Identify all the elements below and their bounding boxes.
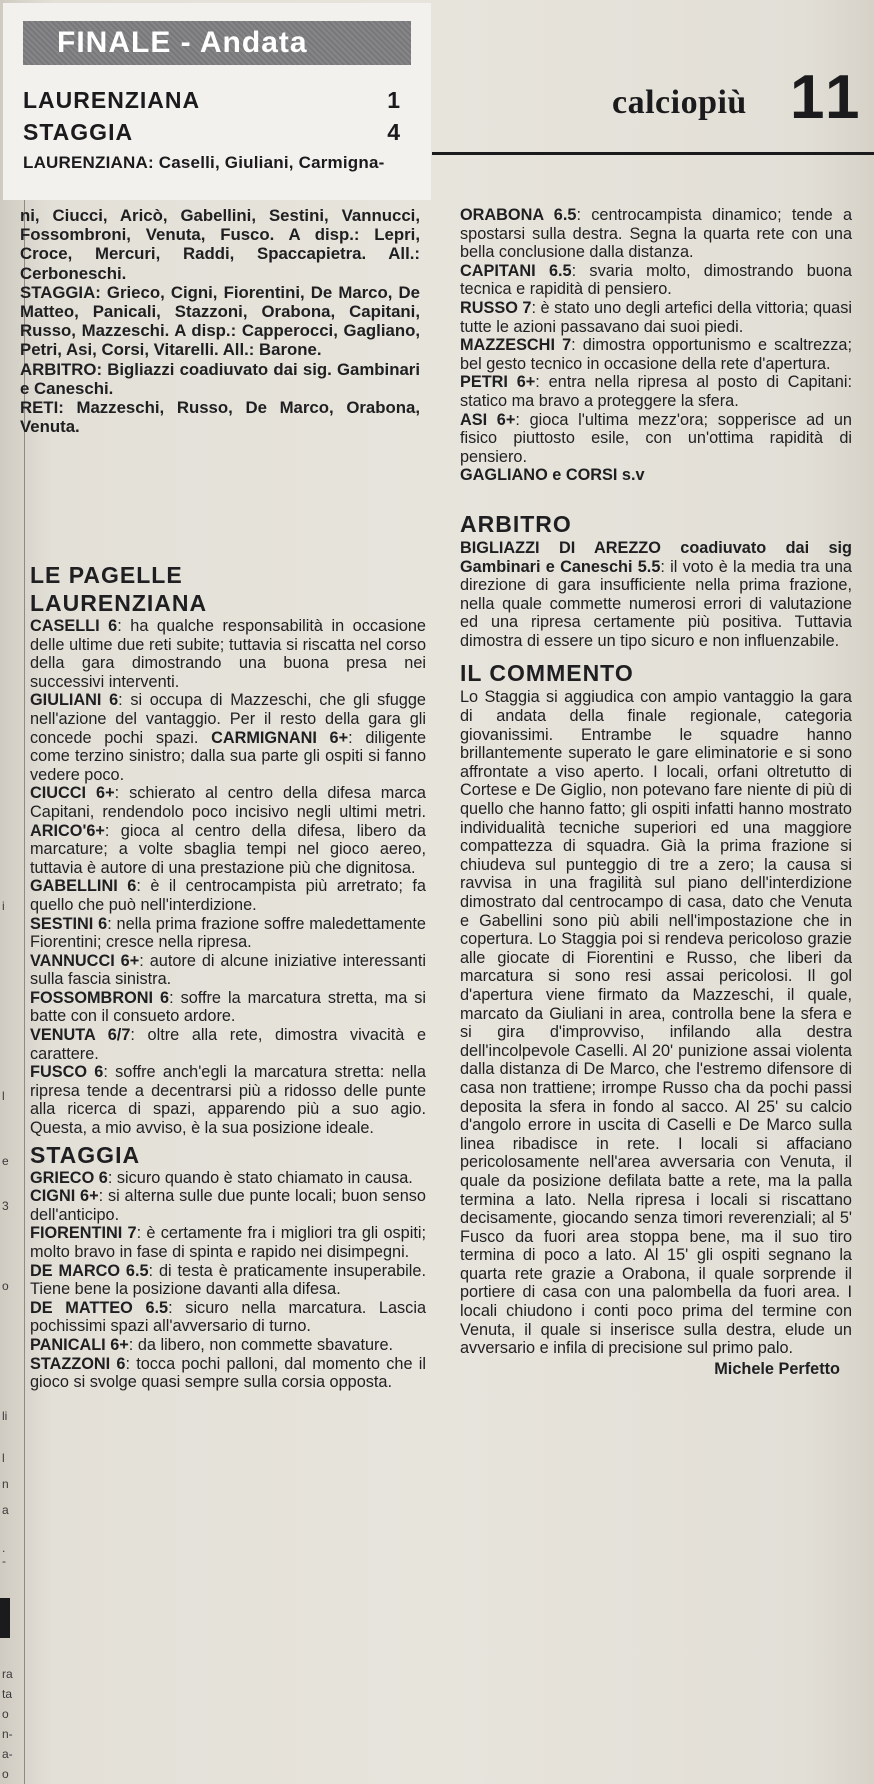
rating-item: VANNUCCI 6+: autore di alcune iniziative interessanti sulla fascia sinistra. xyxy=(30,951,426,989)
arbitro-text: BIGLIAZZI DI AREZZO coadiuvato dai sig Gambinari e Caneschi 5.5: il voto è la media tra una direzione di gara insufficiente nella prima frazione, nella quale commette numerosi errori di valutazione ed una ripresa certamente più positiva. Tuttavia dimostra di essere un tipo sicuro e non influenzabile. xyxy=(460,538,852,650)
score-row-team2 xyxy=(23,119,401,146)
gutter-fragment: i xyxy=(2,899,5,913)
commento-text: Lo Staggia si aggiudica con ampio vantaggio la gara di andata della finale regionale, categoria giovanissimi. Entrambe le squadre hanno brillantemente superato le gare eliminatorie e si sono affrontate a viso aperto. I locali, orfani oltretutto di Cortese e De Giglio, non potevano fare niente di più di quello che hanno fatto; gli ospiti infatti hanno mostrato individualità tecniche superiori ed una maggiore compattezza di squadra. Già la prima frazione si chiudeva sul punteggio di tre a zero; la causa si ravvisa in una fragilità sul piano dell'interdizione dimostrato dal centrocampo di casa, dato che Venuta e Gabellini sono più abili nell'impostazione che in copertura. Lo Staggia poi si rendeva pericoloso grazie alle giocate di Fiorentini e Russo, che liberi da marcatura si sono resi assai pericolosi. Il gol d'apertura viene firmato da Mazzeschi, il quale, marcato da Giuliani in area, controlla bene la sfera e si gira d'improvviso, infilando alla destra dell'incolpevole Caselli. Al 20' punizione assai violenta dalla distanza di De Marco, che l'estremo difensore di casa non trattiene; irrompe Russo cha da pochi passi deposita la sfera in fondo al sacco. Al 25' su calcio d'angolo errore in uscita di Caselli e De Marco sulla linea ribadisce in rete. I locali si affaciano pericolosamente nell'area avversaria con Venuta, il quale da posizione defilata batte a rete, ma la palla termina a lato. Nella ripresa i locali si riscattano decisamente, giocando senza timori reverenziali; al 5' Fusco da fuori area stoppa bene, ma il suo tiro termina di poco a lato. Al 15' gli ospiti segnano la quarta rete grazie a Orabona, il quale sorprende il portiere di casa con una palombella da fuori area. I locali chiudono i conti poco prima del termine con Venuta, il quale si inserisce sulla destra, elude un avversario e infila di precisione sul primo palo. xyxy=(460,688,852,1358)
gutter-fragment: a xyxy=(2,1503,9,1517)
rating-item: PETRI 6+: entra nella ripresa al posto di Capitani: statico ma bravo a proteggere la sfera. xyxy=(460,373,852,410)
team2-name: STAGGIA xyxy=(23,119,134,145)
commento-heading: IL COMMENTO xyxy=(460,660,634,687)
lineup-staggia: STAGGIA: Grieco, Cigni, Fiorentini, De Marco, De Matteo, Panicali, Stazzoni, Orabona, Capitani, Russo, Mazzeschi. A disp.: Capperocci, Gagliano, Petri, Asi, Corsi, Vitarelli. All.: Barone. xyxy=(20,282,420,360)
masthead-rule xyxy=(432,152,874,155)
left-gutter-fragments xyxy=(0,200,22,1784)
pagelle-heading: LE PAGELLE xyxy=(30,562,183,588)
column-rule xyxy=(24,200,25,1784)
rating-item: VENUTA 6/7: oltre alla rete, dimostra vivacità e carattere. xyxy=(30,1026,426,1063)
gutter-fragment: a- xyxy=(2,1747,13,1761)
pagelle-column xyxy=(30,562,426,1392)
rating-item: PANICALI 6+: da libero, non commette sbavature. xyxy=(30,1335,394,1354)
finale-banner: FINALE - Andata xyxy=(23,21,411,65)
right-column xyxy=(460,206,852,1378)
rating-item: STAZZONI 6: tocca pochi palloni, dal momento che il gioco si svolge quasi sempre sulla corsia opposta. xyxy=(30,1354,426,1392)
team1-name: LAURENZIANA xyxy=(23,87,201,113)
rating-item: FUSCO 6: soffre anch'egli la marcatura stretta: nella ripresa tende a decentrarsi più a ridosso delle punte alla ricerca di spazi, apparendo più a suo agio. Questa, a mio avviso, è la sua posizione ideale. xyxy=(30,1063,426,1138)
team1-score: 1 xyxy=(387,87,401,113)
rating-item: FOSSOMBRONI 6: soffre la marcatura stretta, ma si batte con il consueto ardore. xyxy=(30,988,426,1026)
rating-item: ASI 6+: gioca l'ultima mezz'ora; sopperisce ad un fisico piuttosto esile, con un'ottima rapidità di pensiero. xyxy=(460,410,852,466)
gutter-fragment: li xyxy=(2,1409,8,1423)
rating-item: DE MARCO 6.5: di testa è praticamente insuperabile. Tiene bene la posizione davanti alla difesa. xyxy=(30,1261,426,1299)
rating-item: DE MATTEO 6.5: sicuro nella marcatura. Lascia pochissimi spazi all'avversario di turno. xyxy=(30,1298,426,1336)
gutter-fragment: l xyxy=(2,1089,5,1103)
team2-score: 4 xyxy=(387,119,401,145)
gutter-fragment: l xyxy=(2,1451,5,1465)
lineup-laurenziana: ni, Ciucci, Aricò, Gabellini, Sestini, Vannucci, Fossombroni, Venuta, Fusco. A disp.: Lepri, Croce, Mercuri, Raddi, Spaccapietra. All.: Cerboneschi. xyxy=(20,206,420,283)
rating-item: CASELLI 6: ha qualche responsabilità in occasione delle ultime due reti subite; tuttavia si riscatta nel corso della gara dimostrando una buona presa nei successivi interventi. xyxy=(30,617,426,691)
rating-item: RUSSO 7: è stato uno degli artefici della vittoria; quasi tutte le azioni passavano dai suoi piedi. xyxy=(460,298,852,336)
gutter-fragment: n xyxy=(2,1477,9,1491)
pagelle-team1-heading: LAURENZIANA xyxy=(30,590,208,616)
rating-item: SESTINI 6: nella prima frazione soffre maledettamente Fiorentini; cresce nella ripresa. xyxy=(30,914,426,952)
lineups-block xyxy=(20,206,420,436)
score-row-team1 xyxy=(23,87,401,114)
page-number: 11 xyxy=(790,63,864,132)
rating-item: FIORENTINI 7: è certamente fra i migliori tra gli ospiti; molto bravo in fase di spinta e rapido nei disimpegni. xyxy=(30,1224,426,1261)
byline: Michele Perfetto xyxy=(714,1359,840,1378)
gutter-fragment: - xyxy=(2,1554,6,1568)
gutter-fragment: 3 xyxy=(2,1199,9,1213)
rating-item: GABELLINI 6: è il centrocampista più arretrato; fa quello che può nell'interdizione. xyxy=(30,877,426,914)
gutter-fragment: . xyxy=(2,1541,6,1555)
rating-item: GAGLIANO e CORSI s.v xyxy=(460,466,645,485)
gutter-fragment: o xyxy=(2,1279,9,1293)
masthead-title: calciopiù xyxy=(612,84,747,121)
rating-item: GIULIANI 6: si occupa di Mazzeschi, che gli sfugge nell'azione del vantaggio. Per il resto della gara gli concede pochi spazi. CARMIGNANI 6+: diligente come terzino sinistro; dalla sua parte gli ospiti si fanno vedere poco. xyxy=(30,691,426,784)
rating-item: CIUCCI 6+: schierato al centro della difesa marca Capitani, rendendolo poco incisivo negli ultimi metri. ARICO'6+: gioca al centro della difesa, libero da marcature; a volte sbaglia tempi nel gioco aereo, tuttavia è autore di una prestazione più che dignitosa. xyxy=(30,784,426,877)
lineup-arbitro: ARBITRO: Bigliazzi coadiuvato dai sig. Gambinari e Caneschi. xyxy=(20,359,420,398)
gutter-fragment: ra xyxy=(2,1667,13,1681)
rating-item: ORABONA 6.5: centrocampista dinamico; tende a spostarsi sulla destra. Segna la quarta rete con una bella conclusione dalla distanza. xyxy=(460,206,852,262)
rating-item: CIGNI 6+: si alterna sulle due punte locali; buon senso dell'anticipo. xyxy=(30,1187,426,1224)
gutter-fragment: e xyxy=(2,1154,9,1168)
arbitro-heading: ARBITRO xyxy=(460,510,572,537)
lineup-start: LAURENZIANA: Caselli, Giuliani, Carmigna- xyxy=(23,153,385,172)
gutter-fragment: o xyxy=(2,1767,9,1781)
gutter-fragment: ta xyxy=(2,1687,13,1701)
rating-item: GRIECO 6: sicuro quando è stato chiamato in causa. xyxy=(30,1168,413,1187)
pagelle-team2-heading: STAGGIA xyxy=(30,1141,141,1168)
rating-item: CAPITANI 6.5: svaria molto, dimostrando buona tecnica e rapidità di pensiero. xyxy=(460,261,852,299)
rating-item: MAZZESCHI 7: dimostra opportunismo e scaltrezza; bel gesto tecnico in occasione della rete d'apertura. xyxy=(460,336,852,373)
lineup-reti: RETI: Mazzeschi, Russo, De Marco, Orabona, Venuta. xyxy=(20,398,420,437)
gutter-fragment: o xyxy=(2,1707,9,1721)
gutter-black-bar xyxy=(0,1598,10,1638)
gutter-fragment: n- xyxy=(2,1727,13,1741)
score-header-box xyxy=(3,3,431,200)
